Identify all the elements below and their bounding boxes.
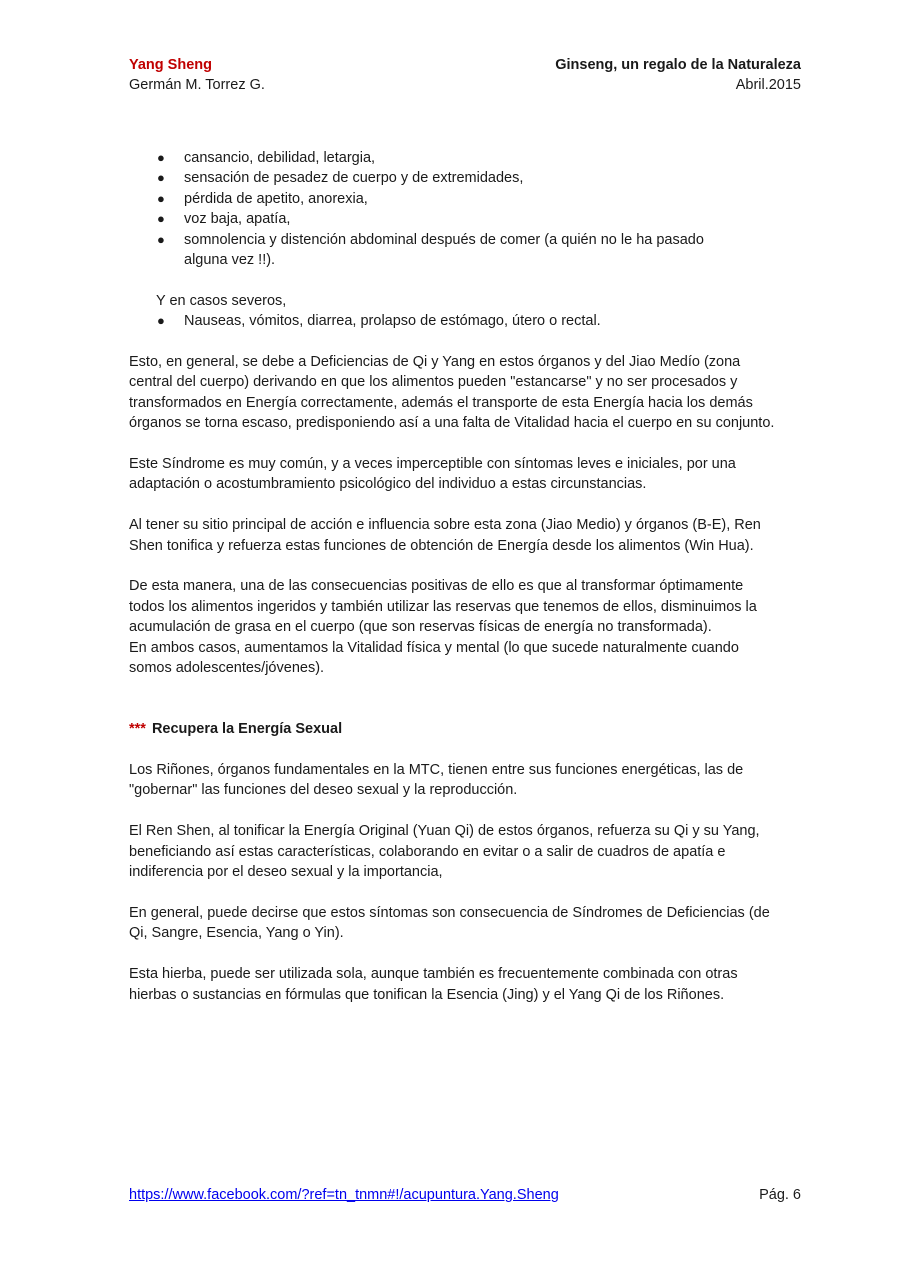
header-right bbox=[555, 55, 801, 95]
paragraph: Esto, en general, se debe a Deficiencias de Qi y Yang en estos órganos y del Jiao Medío (zona central del cuerpo) derivando en que los alimentos pueden "estancarse" y no ser procesados y transformados en Energía correctamente, además el transporte de esta Energía hacia los demás órganos se torna escaso, predisponiendo así a una falta de Vitalidad hacia el cuerpo en su conjunto. bbox=[129, 354, 775, 432]
bullet-icon: ● bbox=[157, 211, 165, 227]
document-date: Abril.2015 bbox=[735, 77, 801, 93]
list-item: ● Nauseas, vómitos, diarrea, prolapso de estómago, útero o rectal. bbox=[184, 311, 779, 331]
bullet-icon: ● bbox=[157, 231, 165, 247]
author-name: Germán M. Torrez G. bbox=[129, 77, 265, 93]
section-heading bbox=[129, 719, 779, 739]
paragraph: Este Síndrome es muy común, y a veces imperceptible con síntomas leves e iniciales, por una adaptación o acostumbramiento psicológico del individuo a estas circunstancias. bbox=[129, 456, 736, 493]
section-stars: *** bbox=[129, 721, 146, 738]
paragraph: En ambos casos, aumentamos la Vitalidad física y mental (lo que sucede naturalmente cuando somos adolescentes/jóvenes). bbox=[129, 639, 739, 677]
bullet-icon: ● bbox=[157, 170, 165, 186]
paragraph: Los Riñones, órganos fundamentales en la MTC, tienen entre sus funciones energéticas, las de "gobernar" las funciones del deseo sexual y la reproducción. bbox=[129, 762, 744, 799]
paragraph: Al tener su sitio principal de acción e influencia sobre esta zona (Jiao Medio) y órganos (B-E), Ren Shen tonifica y refuerza estas funciones de obtención de Energía desde los alimentos (Win Hua). bbox=[129, 517, 761, 554]
facebook-link[interactable]: https://www.facebook.com/?ref=tn_tnmn#!/acupuntura.Yang.Sheng bbox=[129, 1187, 559, 1203]
document-body bbox=[129, 148, 779, 1005]
list-item: ● sensación de pesadez de cuerpo y de extremidades, bbox=[184, 168, 779, 188]
bullet-icon: ● bbox=[157, 313, 165, 329]
bullet-icon: ● bbox=[157, 150, 165, 165]
list-item: ● somnolencia y distención abdominal después de comer (a quién no le ha pasado alguna vez !!). bbox=[157, 231, 704, 269]
section-heading-text: Recupera la Energía Sexual bbox=[151, 721, 343, 738]
paragraph: Esta hierba, puede ser utilizada sola, aunque también es frecuentemente combinada con otras hierbas o sustancias en fórmulas que tonifican la Esencia (Jing) y el Yang Qi de los Riñones. bbox=[129, 966, 738, 1003]
paragraph: De esta manera, una de las consecuencias positivas de ello es que al transformar óptimamente todos los alimentos ingeridos y también utilizar las reservas que tenemos de ellos, disminuimos la acumulación de grasa en el cuerpo (que son reservas físicas de energía no transformada). bbox=[129, 578, 757, 636]
paragraph: En general, puede decirse que estos síntomas son consecuencia de Síndromes de Deficiencias (de Qi, Sangre, Esencia, Yang o Yin). bbox=[129, 904, 770, 942]
symptom-list bbox=[129, 148, 779, 270]
paragraph: El Ren Shen, al tonificar la Energía Original (Yuan Qi) de estos órganos, refuerza su Qi y su Yang, beneficiando así estas características, colaborando en evitar o a salir de cuadros de apatía e indiferencia por el deseo sexual y la importancia, bbox=[129, 823, 760, 881]
list-item: ● voz baja, apatía, bbox=[184, 209, 779, 229]
severe-cases-intro: Y en casos severos, bbox=[156, 292, 287, 309]
list-item: ● pérdida de apetito, anorexia, bbox=[184, 189, 779, 209]
bullet-icon: ● bbox=[157, 190, 165, 206]
page-number: Pág. 6 bbox=[759, 1187, 801, 1203]
page-footer bbox=[129, 1185, 801, 1205]
list-item: ● cansancio, debilidad, letargia, bbox=[184, 148, 779, 168]
severe-symptom-list bbox=[129, 311, 779, 331]
header-left bbox=[129, 55, 265, 95]
brand-name: Yang Sheng bbox=[129, 57, 212, 73]
document-title: Ginseng, un regalo de la Naturaleza bbox=[555, 57, 801, 73]
